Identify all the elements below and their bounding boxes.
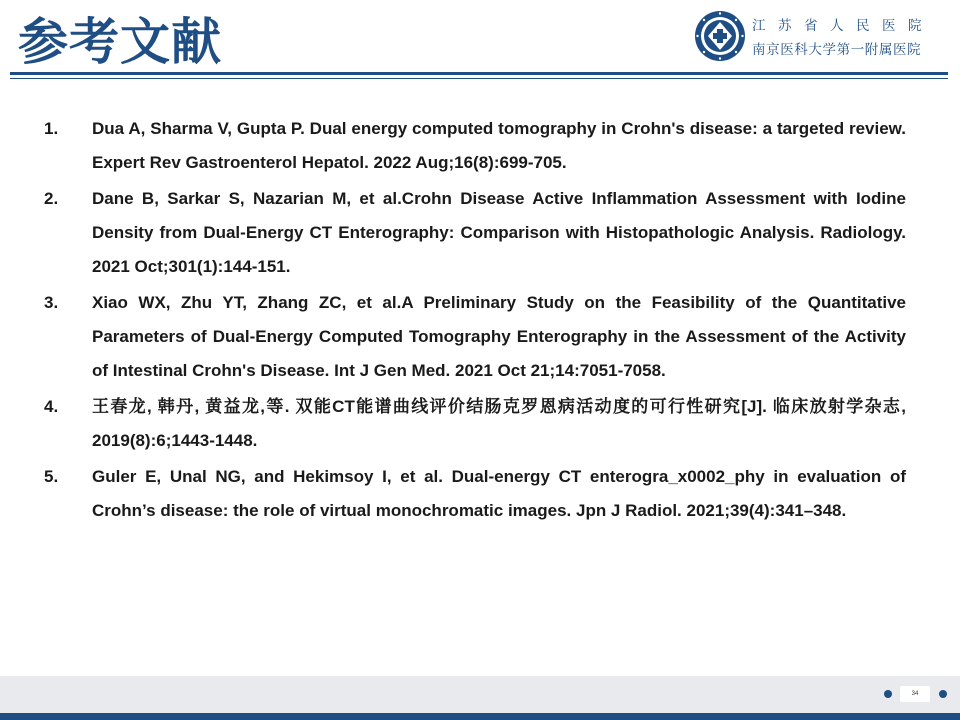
reference-number: 2. — [44, 189, 59, 208]
footer-dot-icon — [884, 690, 892, 698]
reference-text: 王春龙, 韩丹, 黄益龙,等. 双能CT能谱曲线评价结肠克罗恩病活动度的可行性研究[J]. 临床放射学杂志, 2019(8):6;1443-1448. — [92, 397, 906, 450]
header-divider — [10, 72, 948, 75]
reference-item — [44, 286, 906, 388]
reference-text: Guler E, Unal NG, and Hekimsoy I, et al. Dual-energy CT enterogra_x0002_phy in evaluation of Crohn’s disease: the role of virtual monochromatic images. Jpn J Radiol. 2021;39(4):341–348. — [92, 467, 906, 520]
footer-band — [0, 676, 960, 714]
reference-item — [44, 112, 906, 180]
reference-list — [44, 112, 906, 530]
reference-item — [44, 390, 906, 458]
reference-number: 1. — [44, 119, 59, 138]
reference-text: Dane B, Sarkar S, Nazarian M, et al.Crohn Disease Active Inflammation Assessment with Iodine Density from Dual-Energy CT Enterography: Comparison with Histopathologic Analysis. Radiology. 2021 Oct;301(1):144-151. — [92, 189, 906, 276]
page-number: 34 — [900, 686, 930, 702]
reference-text: Dua A, Sharma V, Gupta P. Dual energy computed tomography in Crohn's disease: a targeted review. Expert Rev Gastroenterol Hepatol. 2022 Aug;16(8):699-705. — [92, 119, 906, 172]
reference-item — [44, 182, 906, 284]
header-divider-thin — [10, 78, 948, 79]
page-title: 参考文献 — [18, 13, 222, 71]
footer-dot-icon — [939, 690, 947, 698]
hospital-subtitle: 南京医科大学第一附属医院 — [752, 42, 922, 58]
reference-number: 4. — [44, 397, 59, 416]
hospital-name: 江苏省人民医院 — [752, 18, 934, 34]
reference-number: 3. — [44, 293, 59, 312]
reference-number: 5. — [44, 467, 59, 486]
reference-text: Xiao WX, Zhu YT, Zhang ZC, et al.A Preliminary Study on the Feasibility of the Quantitative Parameters of Dual-Energy Computed Tomography Enterography in the Assessment of the Activity of Intestinal Crohn's Disease. Int J Gen Med. 2021 Oct 21;14:7051-7058. — [92, 293, 906, 380]
hospital-logo-icon — [694, 10, 746, 62]
reference-item — [44, 460, 906, 528]
footer-bar — [0, 713, 960, 720]
